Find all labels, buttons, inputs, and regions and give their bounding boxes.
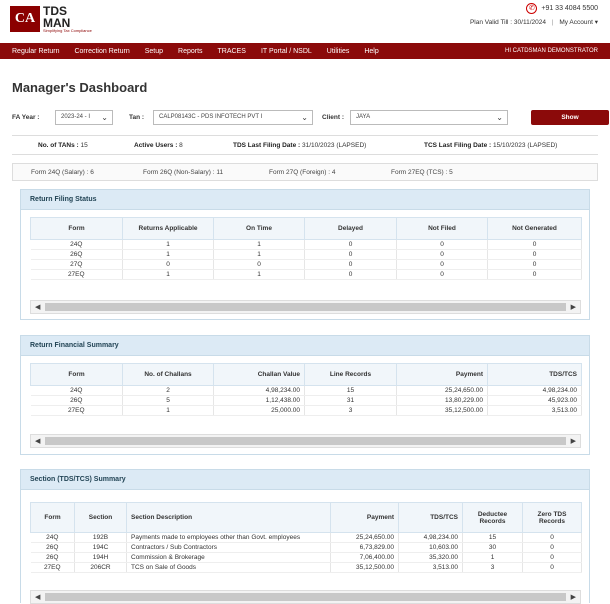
client-label: Client : bbox=[322, 114, 345, 121]
form-count-24q[interactable]: Form 24Q (Salary) : 6 bbox=[31, 169, 94, 176]
form-count-27eq[interactable]: Form 27EQ (TCS) : 5 bbox=[391, 169, 453, 176]
table-header-row bbox=[31, 218, 582, 240]
table-row bbox=[31, 533, 582, 543]
table-cell: 0 bbox=[305, 260, 397, 270]
scrollbar-thumb[interactable] bbox=[45, 437, 566, 445]
phone-contact bbox=[526, 3, 598, 14]
table-cell: 0 bbox=[488, 250, 582, 260]
phone-number: +91 33 4084 5500 bbox=[541, 5, 598, 12]
table-cell: 1 bbox=[123, 406, 214, 416]
table-cell: 0 bbox=[523, 543, 582, 553]
account-caret-icon[interactable]: ▾ bbox=[594, 19, 598, 26]
table-cell: 10,603.00 bbox=[399, 543, 463, 553]
table-cell: 0 bbox=[488, 240, 582, 250]
table-cell: 30 bbox=[463, 543, 523, 553]
col-challan-value: Challan Value bbox=[214, 364, 305, 386]
fa-year-select[interactable] bbox=[55, 110, 113, 125]
table-cell: 25,24,650.00 bbox=[397, 386, 488, 396]
return-filing-table bbox=[30, 217, 582, 280]
table-cell: 1 bbox=[123, 240, 214, 250]
scrollbar-thumb[interactable] bbox=[45, 593, 566, 601]
chevron-down-icon: ⌄ bbox=[301, 113, 308, 122]
table-cell: 1,12,438.00 bbox=[214, 396, 305, 406]
client-select[interactable] bbox=[350, 110, 508, 125]
stat-users-value: 8 bbox=[179, 142, 183, 149]
scroll-right-icon[interactable]: ▶ bbox=[570, 594, 576, 601]
table-row bbox=[31, 260, 582, 270]
logo-tagline: Simplifying Tax Compliance bbox=[43, 28, 92, 33]
logo-line-2: MAN bbox=[43, 16, 71, 30]
col-challans: No. of Challans bbox=[123, 364, 214, 386]
stat-tcs-label: TCS Last Filing Date : bbox=[424, 142, 492, 149]
horizontal-scrollbar[interactable] bbox=[30, 590, 581, 604]
table-cell: 26Q bbox=[31, 543, 75, 553]
table-cell: TCS on Sale of Goods bbox=[127, 563, 331, 573]
plan-valid-text: Plan Valid Till : 30/11/2024 bbox=[469, 19, 546, 26]
table-header-row bbox=[31, 364, 582, 386]
table-cell: 15 bbox=[305, 386, 397, 396]
tan-value: CALP08143C - PDS INFOTECH PVT I bbox=[159, 114, 263, 120]
financial-summary-table bbox=[30, 363, 582, 416]
table-cell: 1 bbox=[123, 250, 214, 260]
section-summary-table bbox=[30, 502, 582, 573]
table-cell: 0 bbox=[397, 250, 488, 260]
form-count-26q[interactable]: Form 26Q (Non-Salary) : 11 bbox=[143, 169, 224, 176]
table-cell: 4,98,234.00 bbox=[399, 533, 463, 543]
table-row bbox=[31, 406, 582, 416]
table-cell: 5 bbox=[123, 396, 214, 406]
filter-bar bbox=[12, 110, 598, 126]
stat-tcs-value: 15/10/2023 (LAPSED) bbox=[492, 142, 558, 149]
stat-users-label: Active Users : bbox=[134, 142, 178, 149]
col-not-generated: Not Generated bbox=[488, 218, 582, 240]
nav-user-greeting: HI CATDSMAN DEMONSTRATOR bbox=[504, 48, 598, 54]
nav-regular-return[interactable]: Regular Return bbox=[12, 47, 60, 55]
top-bar bbox=[0, 0, 610, 42]
financial-summary-title: Return Financial Summary bbox=[21, 336, 589, 356]
table-cell: 1 bbox=[214, 240, 305, 250]
tan-label: Tan : bbox=[129, 114, 145, 121]
nav-it-portal[interactable]: IT Portal / NSDL bbox=[260, 47, 312, 55]
nav-correction-return[interactable]: Correction Return bbox=[74, 47, 130, 55]
stat-tans-label: No. of TANs : bbox=[38, 142, 79, 149]
col-delayed: Delayed bbox=[305, 218, 397, 240]
col-section-description: Section Description bbox=[127, 503, 331, 533]
table-cell: 35,320.00 bbox=[399, 553, 463, 563]
table-cell: 0 bbox=[523, 533, 582, 543]
table-cell: Commission & Brokerage bbox=[127, 553, 331, 563]
nav-help[interactable]: Help bbox=[364, 47, 379, 55]
table-cell: 25,000.00 bbox=[214, 406, 305, 416]
client-value: JAYA bbox=[356, 114, 371, 120]
scrollbar-thumb[interactable] bbox=[45, 303, 566, 311]
table-cell: 26Q bbox=[31, 553, 75, 563]
table-cell: 15 bbox=[463, 533, 523, 543]
fa-year-value: 2023-24 - I bbox=[61, 114, 91, 120]
col-tds-tcs: TDS/TCS bbox=[488, 364, 582, 386]
col-tds-tcs: TDS/TCS bbox=[399, 503, 463, 533]
table-cell: 24Q bbox=[31, 240, 123, 250]
table-cell: 4,98,234.00 bbox=[214, 386, 305, 396]
table-row bbox=[31, 386, 582, 396]
nav-utilities[interactable]: Utilities bbox=[326, 47, 350, 55]
table-cell: 35,12,500.00 bbox=[331, 563, 399, 573]
table-row bbox=[31, 240, 582, 250]
table-cell: 24Q bbox=[31, 533, 75, 543]
return-filing-title: Return Filing Status bbox=[21, 190, 589, 210]
table-cell: 2 bbox=[123, 386, 214, 396]
col-payment: Payment bbox=[331, 503, 399, 533]
tan-select[interactable] bbox=[153, 110, 313, 125]
form-counts bbox=[12, 163, 598, 181]
table-cell: 0 bbox=[523, 553, 582, 563]
table-cell: 27EQ bbox=[31, 563, 75, 573]
fa-year-label: FA Year : bbox=[12, 114, 40, 121]
table-cell: 31 bbox=[305, 396, 397, 406]
table-cell: 0 bbox=[214, 260, 305, 270]
my-account-link[interactable]: My Account bbox=[559, 19, 593, 26]
table-cell: Payments made to employees other than Govt. employees bbox=[127, 533, 331, 543]
logo-text bbox=[43, 5, 92, 33]
stat-tcs-last bbox=[424, 142, 557, 149]
return-filing-panel bbox=[20, 189, 590, 320]
stat-tds-label: TDS Last Filing Date : bbox=[233, 142, 301, 149]
table-cell: 1 bbox=[123, 270, 214, 280]
table-row bbox=[31, 396, 582, 406]
table-cell: 27EQ bbox=[31, 270, 123, 280]
summary-stats bbox=[12, 135, 598, 155]
table-cell: Contractors / Sub Contractors bbox=[127, 543, 331, 553]
stat-tans bbox=[38, 142, 88, 149]
tdsman-logo[interactable] bbox=[10, 5, 92, 33]
table-cell: 13,80,229.00 bbox=[397, 396, 488, 406]
table-cell: 3,513.00 bbox=[399, 563, 463, 573]
table-cell: 0 bbox=[305, 250, 397, 260]
table-cell: 3,513.00 bbox=[488, 406, 582, 416]
table-cell: 35,12,500.00 bbox=[397, 406, 488, 416]
table-cell: 4,98,234.00 bbox=[488, 386, 582, 396]
chevron-down-icon: ⌄ bbox=[496, 113, 503, 122]
phone-icon: ✆ bbox=[526, 3, 537, 14]
col-on-time: On Time bbox=[214, 218, 305, 240]
horizontal-scrollbar[interactable] bbox=[30, 300, 581, 314]
col-section: Section bbox=[75, 503, 127, 533]
col-returns-applicable: Returns Applicable bbox=[123, 218, 214, 240]
table-row bbox=[31, 563, 582, 573]
stat-users bbox=[134, 142, 183, 149]
plan-info bbox=[470, 18, 598, 26]
table-cell: 194H bbox=[75, 553, 127, 563]
table-cell: 3 bbox=[463, 563, 523, 573]
col-line-records: Line Records bbox=[305, 364, 397, 386]
table-cell: 194C bbox=[75, 543, 127, 553]
table-cell: 26Q bbox=[31, 396, 123, 406]
table-cell: 0 bbox=[397, 260, 488, 270]
stat-tds-value: 31/10/2023 (LAPSED) bbox=[301, 142, 367, 149]
table-header-row bbox=[31, 503, 582, 533]
col-zero-tds-records: Zero TDS Records bbox=[523, 503, 582, 533]
table-cell: 0 bbox=[123, 260, 214, 270]
table-row bbox=[31, 553, 582, 563]
col-deductee-records: Deductee Records bbox=[463, 503, 523, 533]
table-cell: 0 bbox=[397, 270, 488, 280]
table-cell: 6,73,829.00 bbox=[331, 543, 399, 553]
col-payment: Payment bbox=[397, 364, 488, 386]
table-cell: 27Q bbox=[31, 260, 123, 270]
col-form: Form bbox=[31, 503, 75, 533]
table-row bbox=[31, 543, 582, 553]
col-form: Form bbox=[31, 218, 123, 240]
scroll-right-icon[interactable]: ▶ bbox=[570, 304, 576, 311]
table-cell: 7,06,400.00 bbox=[331, 553, 399, 563]
table-cell: 26Q bbox=[31, 250, 123, 260]
scroll-left-icon[interactable]: ◀ bbox=[35, 438, 41, 445]
page-title: Manager's Dashboard bbox=[12, 80, 148, 95]
table-cell: 206CR bbox=[75, 563, 127, 573]
section-summary-title: Section (TDS/TCS) Summary bbox=[21, 470, 589, 490]
table-cell: 0 bbox=[305, 270, 397, 280]
nav-traces[interactable]: TRACES bbox=[217, 47, 246, 55]
table-cell: 0 bbox=[488, 260, 582, 270]
stat-tds-last bbox=[233, 142, 366, 149]
main-nav bbox=[0, 43, 610, 59]
scroll-left-icon[interactable]: ◀ bbox=[35, 304, 41, 311]
table-cell: 1 bbox=[214, 250, 305, 260]
nav-setup[interactable]: Setup bbox=[144, 47, 164, 55]
header-separator: | bbox=[551, 19, 554, 26]
col-not-filed: Not Filed bbox=[397, 218, 488, 240]
table-row bbox=[31, 250, 582, 260]
section-summary-panel bbox=[20, 469, 590, 603]
col-form: Form bbox=[31, 364, 123, 386]
table-cell: 25,24,650.00 bbox=[331, 533, 399, 543]
nav-reports[interactable]: Reports bbox=[178, 47, 203, 55]
table-cell: 45,923.00 bbox=[488, 396, 582, 406]
stat-tans-value: 15 bbox=[80, 142, 88, 149]
table-cell: 0 bbox=[523, 563, 582, 573]
form-count-27q[interactable]: Form 27Q (Foreign) : 4 bbox=[269, 169, 336, 176]
table-cell: 0 bbox=[397, 240, 488, 250]
table-cell: 27EQ bbox=[31, 406, 123, 416]
table-cell: 3 bbox=[305, 406, 397, 416]
logo-line-1: TDS bbox=[43, 4, 67, 18]
table-cell: 24Q bbox=[31, 386, 123, 396]
table-row bbox=[31, 270, 582, 280]
table-cell: 0 bbox=[305, 240, 397, 250]
table-cell: 1 bbox=[214, 270, 305, 280]
chevron-down-icon: ⌄ bbox=[101, 113, 108, 122]
scroll-right-icon[interactable]: ▶ bbox=[570, 438, 576, 445]
scroll-left-icon[interactable]: ◀ bbox=[35, 594, 41, 601]
table-cell: 1 bbox=[463, 553, 523, 563]
horizontal-scrollbar[interactable] bbox=[30, 434, 581, 448]
logo-mark: CA bbox=[10, 6, 40, 32]
financial-summary-panel bbox=[20, 335, 590, 455]
table-cell: 0 bbox=[488, 270, 582, 280]
show-button[interactable]: Show bbox=[531, 110, 609, 125]
table-cell: 192B bbox=[75, 533, 127, 543]
